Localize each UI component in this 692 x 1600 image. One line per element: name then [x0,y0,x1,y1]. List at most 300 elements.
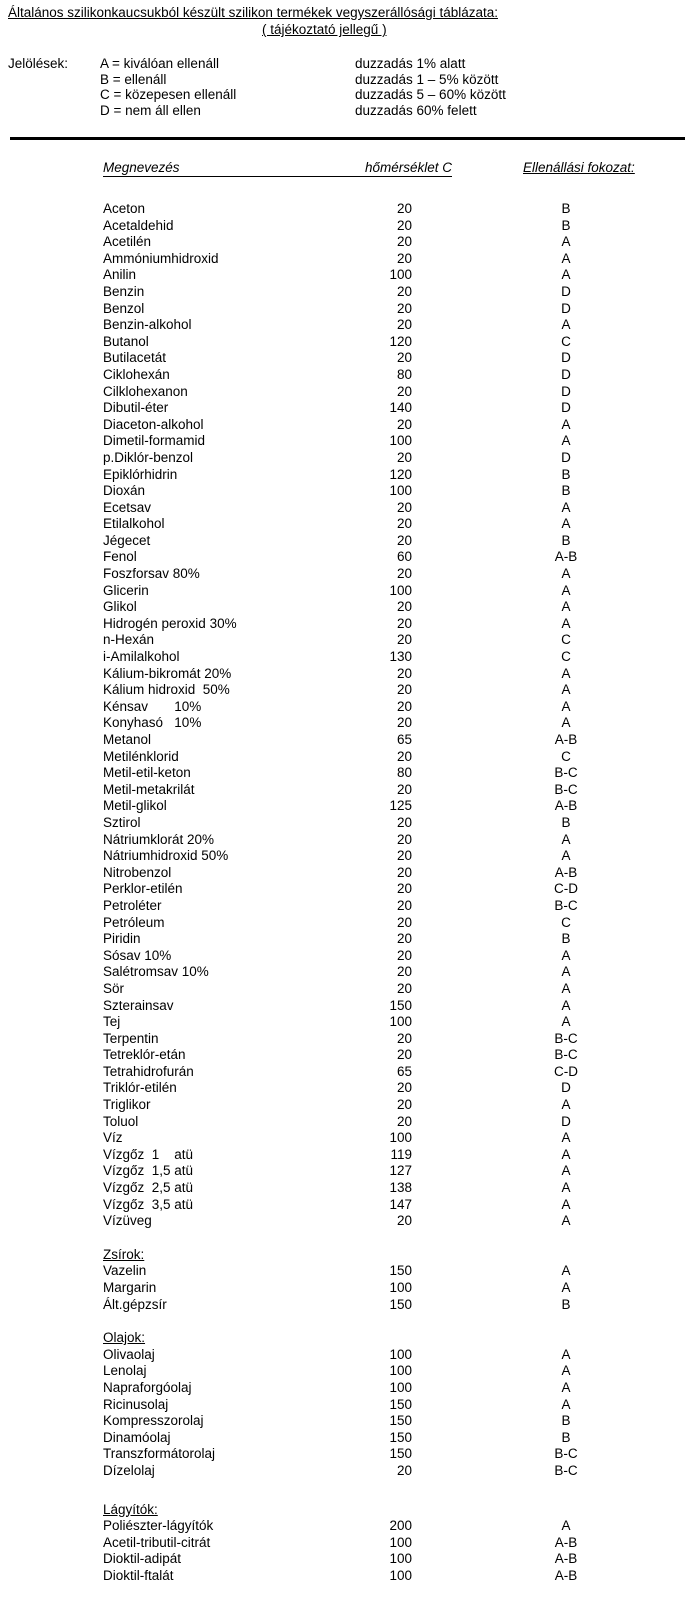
substance-name: Metil-etil-keton [103,765,191,781]
table-row [0,1147,692,1164]
substance-name: Fenol [103,549,137,565]
temperature-value: 150 [389,1263,412,1279]
section-header: Lágyítók: [103,1501,158,1517]
temperature-value: 20 [396,1097,412,1113]
temperature-value: 120 [389,333,412,349]
page-title: Általános szilikonkaucsukból készült szilikon termékek vegyszerállósági táblázata: [8,5,498,20]
substance-name: Tej [103,1014,121,1030]
resistance-grade: A [561,1213,571,1229]
substance-name: Vízgőz 2,5 atü [103,1180,194,1196]
resistance-grade: A [561,582,571,598]
substance-name: Foszforsav 80% [103,566,200,582]
temperature-value: 20 [396,1047,412,1063]
temperature-value: 20 [396,250,412,266]
table-row [0,1263,692,1280]
table-row [0,234,692,251]
temperature-value: 119 [390,1146,412,1162]
table-header [0,160,692,178]
legend-code: A = kiválóan ellenáll [100,56,219,71]
resistance-grade: A [561,615,571,631]
temperature-value: 80 [396,366,412,382]
table-row [0,1197,692,1214]
table-section [0,1330,692,1479]
table-row [0,1551,692,1568]
temperature-value: 138 [389,1180,412,1196]
table-row [0,1518,692,1535]
substance-name: Szterainsav [103,997,174,1013]
substance-name: Glicerin [103,582,149,598]
substance-name: Lenolaj [103,1363,147,1379]
table-row [0,1363,692,1380]
resistance-grade: A [561,433,571,449]
table-row [0,616,692,633]
table-row [0,1380,692,1397]
temperature-value: 100 [389,1130,412,1146]
table-row [0,1080,692,1097]
temperature-value: 60 [396,549,412,565]
table-row [0,649,692,666]
temperature-value: 20 [396,416,412,432]
column-header-name: Megnevezés [103,160,180,175]
resistance-grade: A [561,1363,571,1379]
table-row [0,1446,692,1463]
page-subtitle: ( tájékoztató jellegű ) [262,22,387,37]
table-row [0,865,692,882]
substance-name: Sör [103,980,125,996]
table-row [0,267,692,284]
substance-name: Ált.gépzsír [103,1296,167,1312]
substance-name: Sósav 10% [103,947,172,963]
temperature-value: 20 [396,632,412,648]
resistance-grade: A [561,980,571,996]
temperature-value: 20 [396,881,412,897]
table-row [0,964,692,981]
resistance-grade: C [561,649,571,665]
resistance-grade: B [561,483,571,499]
temperature-value: 100 [389,483,412,499]
table-row [0,1397,692,1414]
temperature-value: 100 [389,1567,412,1583]
table-row [0,666,692,683]
resistance-grade: A-B [554,549,578,565]
substance-name: Etilalkohol [103,516,165,532]
substance-name: Jégecet [103,532,151,548]
legend-row [0,72,692,88]
table-row [0,417,692,434]
resistance-grade: A [561,831,571,847]
resistance-grade: A [561,1146,571,1162]
table-row [0,1014,692,1031]
resistance-grade: A [561,599,571,615]
resistance-grade: A [561,947,571,963]
table-row [0,881,692,898]
resistance-grade: D [561,449,571,465]
table-row [0,1130,692,1147]
temperature-value: 100 [389,1363,412,1379]
substance-name: Salétromsav 10% [103,964,209,980]
substance-name: Toluol [103,1113,139,1129]
resistance-grade: A [561,715,571,731]
table-row [0,1535,692,1552]
resistance-grade: B [561,532,571,548]
resistance-grade: D [561,383,571,399]
legend-row [0,103,692,119]
resistance-grade: A [561,997,571,1013]
resistance-grade: B-C [554,765,578,781]
temperature-value: 20 [396,615,412,631]
horizontal-rule [10,137,685,140]
resistance-grade: B [561,1413,571,1429]
substance-name: Tetrahidrofurán [103,1063,194,1079]
substance-name: p.Diklór-benzol [103,449,194,465]
resistance-grade: D [561,300,571,316]
section-header-row [0,1247,692,1264]
resistance-grade: A [561,566,571,582]
substance-name: Napraforgóolaj [103,1379,192,1395]
substance-name: Vízgőz 3,5 atü [103,1196,194,1212]
legend-swell: duzzadás 1 – 5% között [355,71,499,87]
resistance-grade: A [561,1014,571,1030]
resistance-grade: D [561,1113,571,1129]
temperature-value: 150 [389,1429,412,1445]
temperature-value: 127 [389,1163,412,1179]
substance-name: Metil-metakrilát [103,781,195,797]
resistance-grade: A-B [554,798,578,814]
resistance-grade: D [561,366,571,382]
substance-name: Benzin-alkohol [103,317,192,333]
section-header-row [0,1330,692,1347]
temperature-value: 65 [396,1063,412,1079]
table-row [0,500,692,517]
resistance-grade: C-D [554,1063,578,1079]
column-header-temperature: hőmérséklet C [364,160,452,175]
table-row [0,549,692,566]
temperature-value: 20 [396,914,412,930]
substance-name: Dízelolaj [103,1462,155,1478]
temperature-value: 150 [389,1396,412,1412]
resistance-grade: A [561,1263,571,1279]
resistance-grade: A [561,1396,571,1412]
table-row [0,218,692,235]
temperature-value: 140 [389,400,412,416]
substance-name: Benzol [103,300,145,316]
substance-name: Kompresszorolaj [103,1413,204,1429]
resistance-grade: B-C [554,1047,578,1063]
table-row [0,467,692,484]
substance-name: Petróleum [103,914,165,930]
temperature-value: 20 [396,781,412,797]
resistance-grade: A [561,665,571,681]
table-row [0,1297,692,1314]
table-row [0,798,692,815]
table-row [0,1047,692,1064]
temperature-value: 20 [396,201,412,216]
table-row [0,1280,692,1297]
legend-swell: duzzadás 1% alatt [355,56,466,71]
resistance-grade: A [561,1518,571,1534]
resistance-grade: D [561,283,571,299]
resistance-grade: A [561,698,571,714]
legend-row [0,87,692,103]
table-row [0,251,692,268]
substance-name: Ciklohexán [103,366,170,382]
table-row [0,400,692,417]
table-row [0,1163,692,1180]
table-row [0,632,692,649]
temperature-value: 20 [396,931,412,947]
substance-name: Epiklórhidrin [103,466,178,482]
table-row [0,566,692,583]
resistance-grade: D [561,1080,571,1096]
substance-name: Dioktil-adipát [103,1551,182,1567]
resistance-grade: A [561,1379,571,1395]
temperature-value: 20 [396,715,412,731]
table-row [0,898,692,915]
table-row [0,682,692,699]
resistance-grade: A-B [554,732,578,747]
temperature-value: 20 [396,1213,412,1229]
substance-name: Kénsav 10% [103,698,202,714]
substance-name: Poliészter-lágyítók [103,1518,214,1534]
resistance-grade: A [561,848,571,864]
temperature-value: 150 [389,1413,412,1429]
resistance-grade: A [561,964,571,980]
table-section [0,1247,692,1313]
section-header: Olajok: [103,1330,146,1346]
resistance-grade: A [561,516,571,532]
table-row [0,433,692,450]
temperature-value: 20 [396,1030,412,1046]
substance-name: Metil-glikol [103,798,167,814]
table-row [0,1347,692,1364]
resistance-grade: B [561,466,571,482]
temperature-value: 20 [396,300,412,316]
temperature-value: 20 [396,350,412,366]
substance-name: i-Amilalkohol [103,649,180,665]
table-row [0,384,692,401]
table-row [0,815,692,832]
table-row [0,533,692,550]
temperature-value: 20 [396,1113,412,1129]
resistance-grade: A [561,1180,571,1196]
temperature-value: 20 [396,449,412,465]
temperature-value: 20 [396,814,412,830]
temperature-value: 20 [396,698,412,714]
table-row [0,1413,692,1430]
table-row [0,915,692,932]
substance-name: Glikol [103,599,137,615]
substance-name: Transzformátorolaj [103,1446,216,1462]
table-row [0,334,692,351]
table-row [0,1430,692,1447]
resistance-grade: B-C [554,1030,578,1046]
substance-name: Perklor-etilén [103,881,183,897]
table-row [0,1180,692,1197]
table-row [0,516,692,533]
temperature-value: 150 [389,1296,412,1312]
substance-name: n-Hexán [103,632,155,648]
table-row [0,1064,692,1081]
substance-name: Triklór-etilén [103,1080,177,1096]
substance-name: Hidrogén peroxid 30% [103,615,237,631]
substance-name: Nitrobenzol [103,864,172,880]
temperature-value: 120 [389,466,412,482]
substance-name: Dibutil-éter [103,400,169,416]
resistance-grade: A [561,1280,571,1295]
temperature-value: 130 [389,649,412,665]
resistance-grade: B [561,931,571,947]
resistance-grade: B-C [554,1462,578,1478]
resistance-grade: A [561,317,571,333]
substance-name: Dioktil-ftalát [103,1567,174,1583]
resistance-grade: A [561,267,571,283]
temperature-value: 100 [389,1534,412,1550]
resistance-grade: A [561,1346,571,1362]
temperature-value: 20 [396,1462,412,1478]
temperature-value: 20 [396,748,412,764]
temperature-value: 20 [396,848,412,864]
resistance-grade: D [561,350,571,366]
temperature-value: 20 [396,665,412,681]
table-row [0,350,692,367]
legend-label: Jelölések: [8,56,69,71]
substance-name: Acetaldehid [103,217,174,233]
table-row [0,301,692,318]
resistance-grade: A [561,499,571,515]
temperature-value: 150 [389,1446,412,1462]
table-row [0,832,692,849]
legend-code: D = nem áll ellen [100,102,201,118]
temperature-value: 80 [396,765,412,781]
table-row [0,948,692,965]
temperature-value: 20 [396,234,412,250]
table-body [0,201,692,1585]
resistance-grade: A [561,1196,571,1212]
temperature-value: 20 [396,980,412,996]
substance-name: Benzin [103,283,145,299]
resistance-grade: B [561,1429,571,1445]
substance-name: Vízgőz 1,5 atü [103,1163,194,1179]
resistance-grade: D [561,400,571,416]
substance-name: Butilacetát [103,350,167,366]
resistance-grade: B [561,201,571,216]
substance-name: Olivaolaj [103,1346,155,1362]
table-row [0,931,692,948]
table-row [0,848,692,865]
temperature-value: 20 [396,499,412,515]
table-row [0,1463,692,1480]
substance-name: Aceton [103,201,146,216]
resistance-grade: A [561,250,571,266]
temperature-value: 20 [396,566,412,582]
temperature-value: 20 [396,831,412,847]
temperature-value: 20 [396,383,412,399]
table-row [0,749,692,766]
resistance-grade: B [561,217,571,233]
resistance-grade: A [561,682,571,698]
substance-name: Tetreklór-etán [103,1047,186,1063]
resistance-grade: A-B [554,1567,578,1583]
table-section [0,1502,692,1585]
resistance-grade: C [561,748,571,764]
resistance-grade: B-C [554,781,578,797]
substance-name: Petroléter [103,897,162,913]
table-row [0,1114,692,1131]
table-row [0,483,692,500]
substance-name: Margarin [103,1280,157,1295]
temperature-value: 20 [396,682,412,698]
table-row [0,201,692,218]
resistance-grade: C [561,632,571,648]
section-header: Zsírok: [103,1246,145,1262]
temperature-value: 100 [389,1379,412,1395]
substance-name: Kálium hidroxid 50% [103,682,230,698]
table-row [0,782,692,799]
table-row [0,765,692,782]
substance-name: Metanol [103,732,152,747]
temperature-value: 20 [396,516,412,532]
table-row [0,583,692,600]
substance-name: Acetilén [103,234,152,250]
resistance-grade: A [561,1163,571,1179]
temperature-value: 20 [396,283,412,299]
table-row [0,284,692,301]
substance-name: Piridin [103,931,141,947]
resistance-grade: A-B [554,1534,578,1550]
table-row [0,1213,692,1230]
legend-code: C = közepesen ellenáll [100,87,237,102]
table-row [0,599,692,616]
temperature-value: 100 [389,433,412,449]
resistance-grade: A [561,1130,571,1146]
resistance-grade: B [561,814,571,830]
resistance-grade: B-C [554,897,578,913]
table-row [0,317,692,334]
table-header-left [103,160,452,177]
temperature-value: 20 [396,897,412,913]
substance-name: Vazelin [103,1263,147,1279]
resistance-grade: A [561,234,571,250]
temperature-value: 20 [396,1080,412,1096]
substance-name: Kálium-bikromát 20% [103,665,232,681]
temperature-value: 20 [396,947,412,963]
legend-row [0,56,692,72]
substance-name: Nátriumhidroxid 50% [103,848,229,864]
table-row [0,450,692,467]
legend-code: B = ellenáll [100,71,167,87]
table-row [0,1568,692,1585]
table-row [0,998,692,1015]
substance-name: Ecetsav [103,499,152,515]
table-row [0,732,692,749]
temperature-value: 100 [389,1014,412,1030]
substance-name: Diaceton-alkohol [103,416,204,432]
temperature-value: 100 [389,1551,412,1567]
resistance-grade: C [561,914,571,930]
temperature-value: 20 [396,864,412,880]
table-row [0,1097,692,1114]
substance-name: Acetil-tributil-citrát [103,1534,211,1550]
substance-name: Víz [103,1130,123,1146]
legend-swell: duzzadás 5 – 60% között [355,87,506,102]
substance-name: Metilénklorid [103,748,179,764]
temperature-value: 100 [389,582,412,598]
substance-name: Dimetil-formamid [103,433,206,449]
resistance-grade: B [561,1296,571,1312]
section-header-row [0,1502,692,1519]
substance-name: Terpentin [103,1030,159,1046]
table-row [0,981,692,998]
